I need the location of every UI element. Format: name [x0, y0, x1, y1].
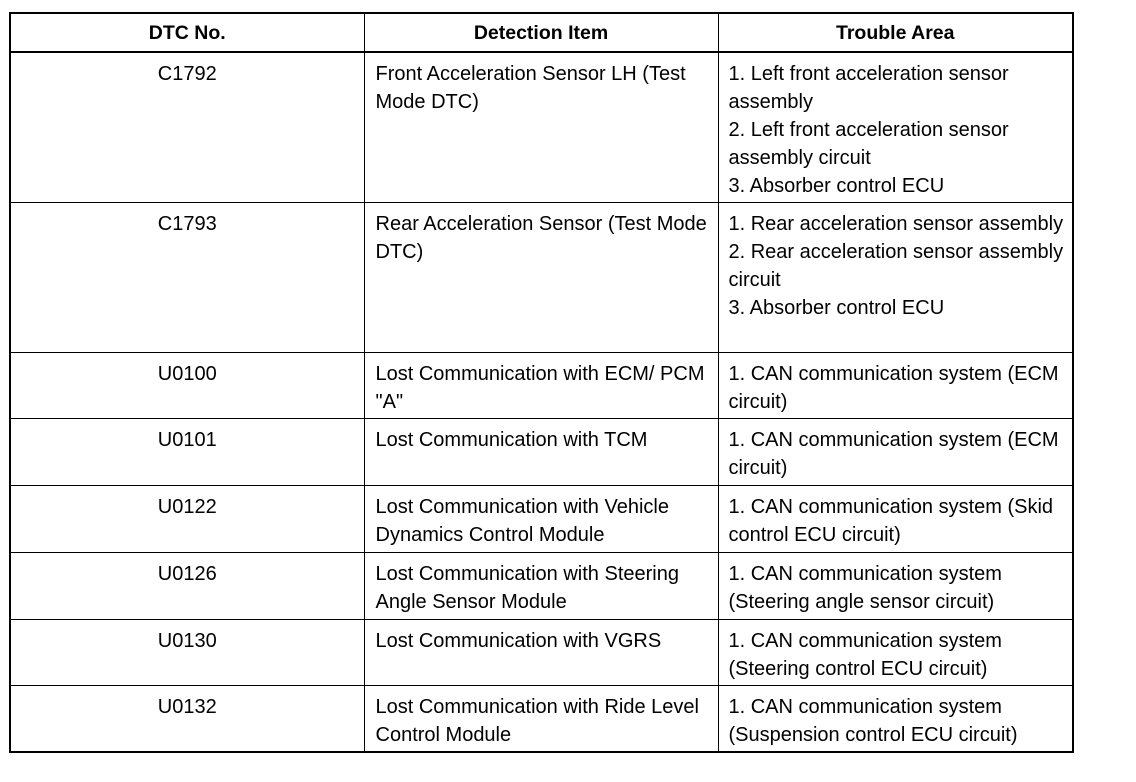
table-row	[10, 485, 1073, 552]
trouble-area	[718, 352, 1073, 418]
table-body	[10, 52, 1073, 752]
detection-item: Lost Communication with Ride Level Control Module	[364, 685, 718, 752]
dtc-code: U0126	[10, 552, 364, 619]
table-row	[10, 619, 1073, 685]
detection-item: Front Acceleration Sensor LH (Test Mode DTC)	[364, 52, 718, 202]
trouble-area	[718, 552, 1073, 619]
header-dtc-no: DTC No.	[10, 13, 364, 52]
trouble-area-line: 1. CAN communication system (Skid control ECU circuit)	[728, 495, 1054, 546]
trouble-area-line: 1. CAN communication system (ECM circuit)	[728, 428, 1059, 479]
detection-item: Lost Communication with VGRS	[364, 619, 718, 685]
trouble-area-line: 3. Absorber control ECU	[728, 175, 945, 197]
detection-item: Lost Communication with TCM	[364, 418, 718, 485]
trouble-area-line: 1. Left front acceleration sensor assembly	[728, 63, 1009, 113]
header-trouble-area: Trouble Area	[718, 13, 1073, 52]
trouble-area-line: 1. CAN communication system (Steering control ECU circuit)	[728, 629, 1002, 680]
trouble-area-line: 2. Left front acceleration sensor assembly circuit	[728, 119, 1009, 169]
trouble-area-line: 1. Rear acceleration sensor assembly	[728, 212, 1064, 235]
table-row	[10, 685, 1073, 752]
trouble-area-line: 2. Rear acceleration sensor assembly circuit	[728, 240, 1064, 291]
table-header	[10, 13, 1073, 52]
dtc-code: C1792	[10, 52, 364, 202]
header-row	[10, 13, 1073, 52]
detection-item: Lost Communication with ECM/ PCM "A"	[364, 352, 718, 418]
trouble-area-line: 3. Absorber control ECU	[728, 296, 945, 319]
trouble-area	[718, 485, 1073, 552]
detection-item: Lost Communication with Vehicle Dynamics Control Module	[364, 485, 718, 552]
table-row	[10, 418, 1073, 485]
dtc-code: U0132	[10, 685, 364, 752]
detection-item: Rear Acceleration Sensor (Test Mode DTC)	[364, 202, 718, 352]
detection-item: Lost Communication with Steering Angle Sensor Module	[364, 552, 718, 619]
trouble-area-line: 1. CAN communication system (Steering angle sensor circuit)	[728, 562, 1002, 613]
trouble-area	[718, 52, 1073, 202]
dtc-code: U0122	[10, 485, 364, 552]
dtc-code: U0101	[10, 418, 364, 485]
dtc-code: U0130	[10, 619, 364, 685]
table-row	[10, 352, 1073, 418]
dtc-code: C1793	[10, 202, 364, 352]
trouble-area	[718, 685, 1073, 752]
trouble-area-line: 1. CAN communication system (Suspension control ECU circuit)	[728, 695, 1018, 746]
table-row	[10, 202, 1073, 352]
trouble-area	[718, 619, 1073, 685]
trouble-area-line: 1. CAN communication system (ECM circuit)	[728, 362, 1059, 413]
dtc-table	[9, 12, 1074, 753]
trouble-area	[718, 418, 1073, 485]
trouble-area	[718, 202, 1073, 352]
dtc-code: U0100	[10, 352, 364, 418]
header-detection-item: Detection Item	[364, 13, 718, 52]
table-row	[10, 552, 1073, 619]
table-row	[10, 52, 1073, 202]
